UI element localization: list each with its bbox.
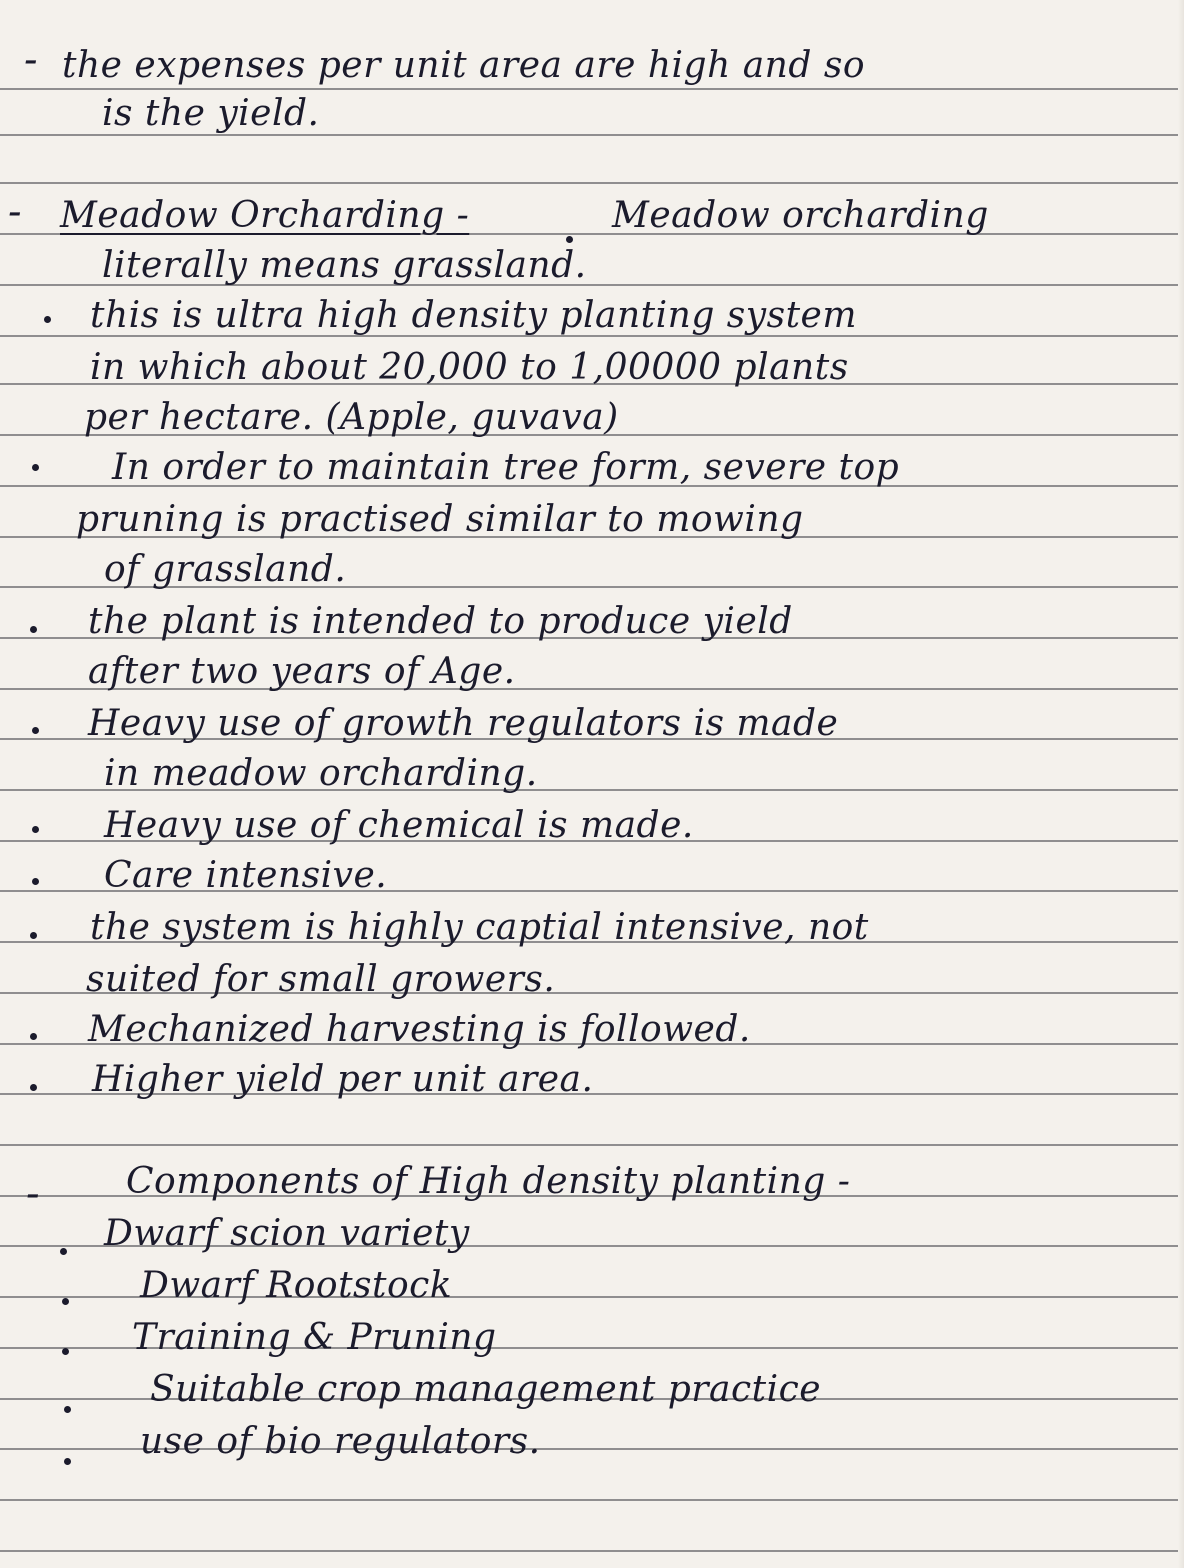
note-line: pruning is practised similar to mowing [76,499,804,540]
list-item: use of bio regulators. [140,1421,541,1462]
section-heading: Meadow Orcharding - [60,195,470,236]
note-line: this is ultra high density planting system [90,295,857,336]
bullet-dot [32,727,39,734]
note-line: In order to maintain tree form, severe top [112,447,900,488]
note-line: Heavy use of chemical is made. [104,805,694,846]
bullet-dot [64,1406,71,1413]
note-line: per hectare. (Apple, guvava) [84,397,619,438]
bullet-dot [30,1033,37,1040]
bullet-dot [30,626,37,633]
note-line: Care intensive. [104,855,388,896]
note-line: is the yield. [102,93,320,134]
note-line: of grassland. [104,549,347,590]
bullet-dot [44,316,51,323]
note-line: Higher yield per unit area. [92,1059,594,1100]
section-dash: - [8,189,22,235]
note-line: suited for small growers. [86,959,556,1000]
bullet-dot [32,826,39,833]
section-dash: - [26,1171,40,1217]
bullet-dot [62,1348,69,1355]
bullet-dot [64,1458,71,1465]
bullet-dot [30,1084,37,1091]
note-line: the expenses per unit area are high and so [62,45,865,86]
page-edge [1178,0,1184,1568]
note-line: in which about 20,000 to 1,00000 plants [90,347,849,388]
section-dash: - [24,37,38,83]
list-item: Dwarf scion variety [104,1213,470,1254]
bullet-dot [566,236,573,243]
bullet-dot [30,932,37,939]
bullet-dot [62,1298,69,1305]
note-line: Mechanized harvesting is followed. [88,1009,751,1050]
bullet-dot [32,878,39,885]
note-line: literally means grassland. [102,245,587,286]
note-line: Meadow orcharding [612,195,989,236]
bullet-dot [32,464,39,471]
list-item: Training & Pruning [132,1317,497,1358]
list-item: Dwarf Rootstock [140,1265,453,1306]
list-item: Suitable crop management practice [150,1369,822,1410]
note-line: the plant is intended to produce yield [88,601,793,642]
section-heading: Components of High density planting - [126,1161,851,1202]
note-line: in meadow orcharding. [104,753,538,794]
note-line: Heavy use of growth regulators is made [88,703,839,744]
note-line: the system is highly captial intensive, not [90,907,869,948]
note-line: after two years of Age. [88,651,516,692]
bullet-dot [60,1248,67,1255]
